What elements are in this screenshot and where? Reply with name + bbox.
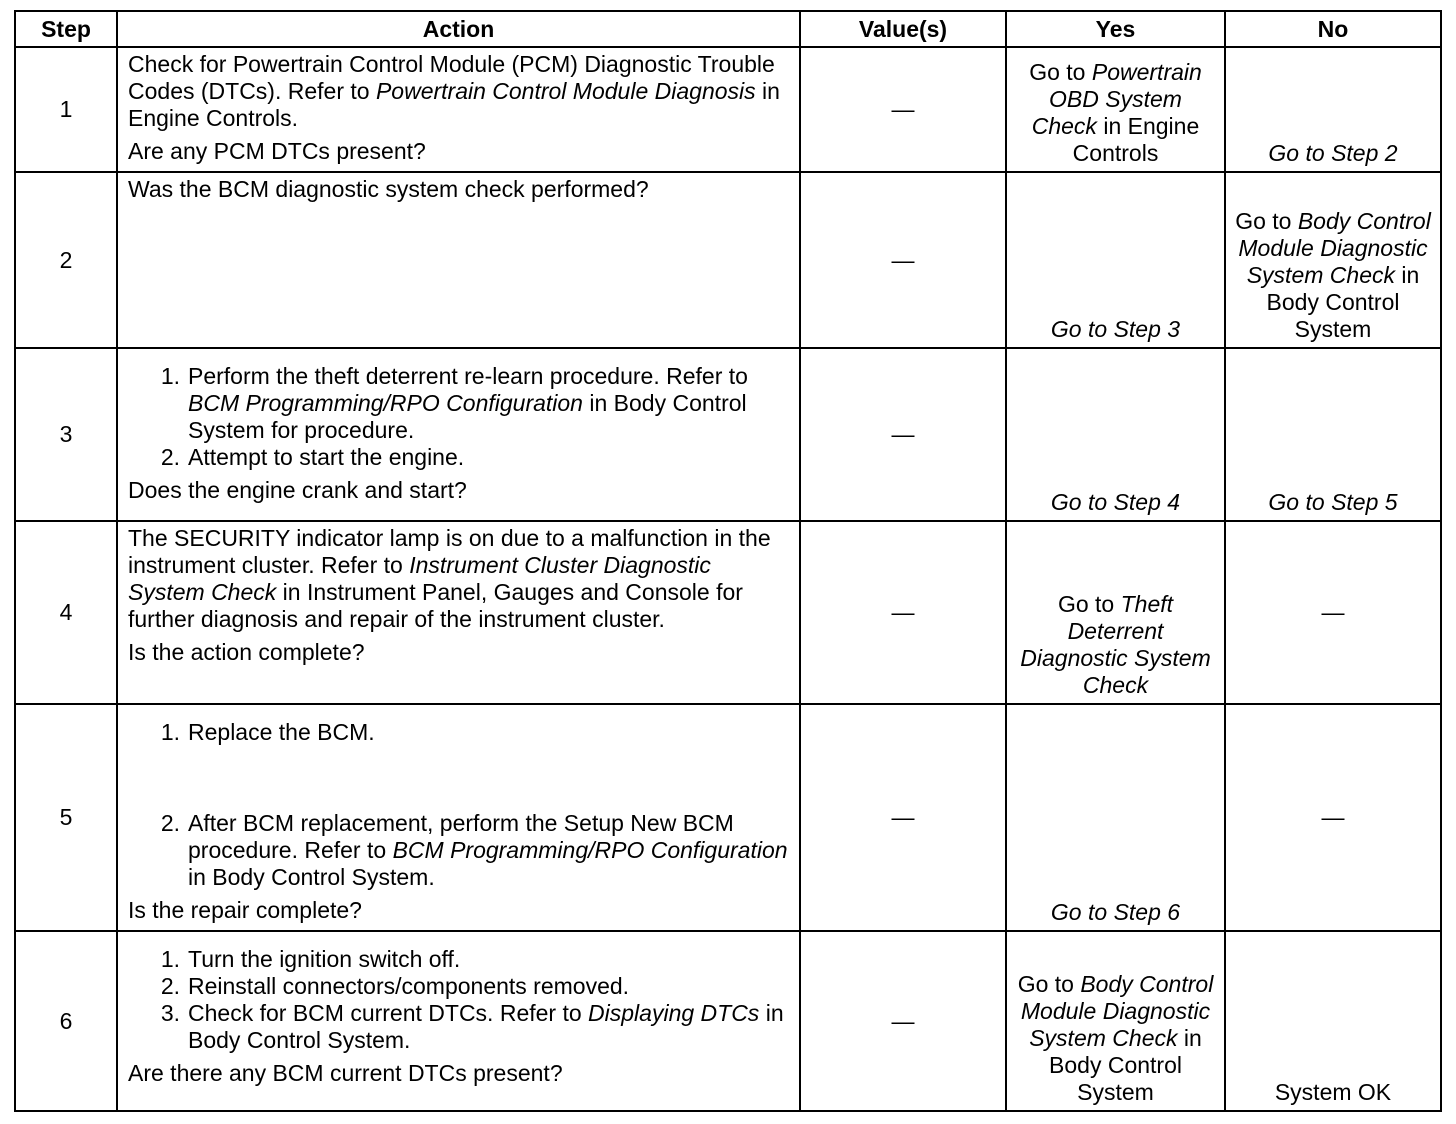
list-item: 2. Attempt to start the engine.: [160, 444, 465, 470]
reference-link: Instrument Cluster Diagnostic System Check: [128, 552, 711, 605]
no-cell: —: [1225, 521, 1441, 704]
action-text: Check for Powertrain Control Module (PCM) Diagnostic Trouble Codes (DTCs). Refer to Powertrain Control Module Diagnosis in Engine Controls.: [128, 51, 780, 131]
step-number: 4: [15, 521, 117, 704]
reference-link: Theft Deterrent Diagnostic System Check: [1020, 591, 1211, 698]
table-row: [15, 521, 1441, 704]
action-cell: [117, 172, 800, 348]
list-item: 1. Replace the BCM.: [160, 719, 375, 745]
header-no: No: [1225, 11, 1441, 47]
action-question: Is the repair complete?: [128, 897, 362, 923]
value-cell: —: [800, 931, 1006, 1111]
action-cell: [117, 931, 800, 1111]
yes-cell: Go to Step 3: [1006, 172, 1225, 348]
action-cell: [117, 348, 800, 521]
step-number: 3: [15, 348, 117, 521]
no-cell: Go to Step 2: [1225, 47, 1441, 172]
reference-link: Powertrain OBD System Check: [1031, 59, 1202, 139]
reference-link: Body Control Module Diagnostic System Check: [1238, 208, 1431, 288]
value-cell: —: [800, 348, 1006, 521]
step-number: 5: [15, 704, 117, 931]
header-values: Value(s): [800, 11, 1006, 47]
action-cell: [117, 521, 800, 704]
reference-link: BCM Programming/RPO Configuration: [392, 837, 788, 863]
list-item: 1. Perform the theft deterrent re-learn procedure. Refer to BCM Programming/RPO Configuration in Body Control System for procedure.: [160, 363, 748, 443]
action-question: Was the BCM diagnostic system check performed?: [128, 176, 649, 202]
table-row: [15, 704, 1441, 931]
table-row: [15, 172, 1441, 348]
header-action: Action: [117, 11, 800, 47]
no-cell: Go to Body Control Module Diagnostic System Check in Body Control System: [1225, 172, 1441, 348]
yes-cell: Go to Powertrain OBD System Check in Engine Controls: [1006, 47, 1225, 172]
value-cell: —: [800, 172, 1006, 348]
action-question: Are there any BCM current DTCs present?: [128, 1060, 563, 1086]
diagnostic-table: [14, 10, 1442, 1112]
table-row: [15, 348, 1441, 521]
no-cell: —: [1225, 704, 1441, 931]
action-question: Does the engine crank and start?: [128, 477, 467, 503]
action-text: The SECURITY indicator lamp is on due to a malfunction in the instrument cluster. Refer to Instrument Cluster Diagnostic System Check in Instrument Panel, Gauges and Console for further diagnosis and repair of the instrument cluster.: [128, 525, 771, 632]
header-yes: Yes: [1006, 11, 1225, 47]
action-steps: [128, 719, 789, 891]
table-row: [15, 47, 1441, 172]
yes-cell: Go to Step 4: [1006, 348, 1225, 521]
yes-cell: Go to Theft Deterrent Diagnostic System Check: [1006, 521, 1225, 704]
reference-link: Powertrain Control Module Diagnosis: [375, 78, 756, 104]
list-item: 3. Check for BCM current DTCs. Refer to Displaying DTCs in Body Control System.: [160, 1000, 784, 1053]
no-cell: Go to Step 5: [1225, 348, 1441, 521]
step-number: 2: [15, 172, 117, 348]
step-number: 1: [15, 47, 117, 172]
action-steps: [128, 946, 789, 1054]
action-cell: [117, 704, 800, 931]
value-cell: —: [800, 521, 1006, 704]
table-row: [15, 931, 1441, 1111]
list-item: 2. After BCM replacement, perform the Setup New BCM procedure. Refer to BCM Programming/RPO Configuration in Body Control System.: [160, 810, 788, 890]
yes-cell: Go to Step 6: [1006, 704, 1225, 931]
header-row: [15, 11, 1441, 47]
action-steps: [128, 363, 789, 471]
reference-link: Body Control Module Diagnostic System Check: [1020, 971, 1214, 1051]
value-cell: —: [800, 47, 1006, 172]
no-cell: System OK: [1225, 931, 1441, 1111]
yes-cell: Go to Body Control Module Diagnostic System Check in Body Control System: [1006, 931, 1225, 1111]
action-question: Are any PCM DTCs present?: [128, 138, 426, 164]
reference-link: Displaying DTCs: [588, 1000, 760, 1026]
step-number: 6: [15, 931, 117, 1111]
value-cell: —: [800, 704, 1006, 931]
list-item: 2. Reinstall connectors/components removed.: [160, 973, 630, 999]
reference-link: BCM Programming/RPO Configuration: [188, 390, 583, 416]
action-question: Is the action complete?: [128, 639, 365, 665]
list-item: 1. Turn the ignition switch off.: [160, 946, 461, 972]
action-cell: [117, 47, 800, 172]
header-step: Step: [15, 11, 117, 47]
